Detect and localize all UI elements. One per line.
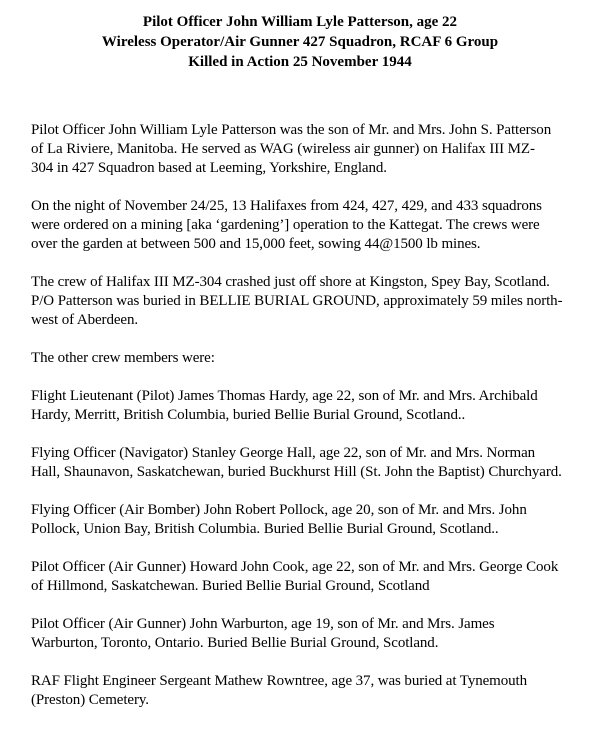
paragraph-crew-cook <box>31 558 587 596</box>
text-line: over the garden at between 500 and 15,000 feet, sowing 44@1500 lb mines. <box>31 236 481 252</box>
text-line: (Preston) Cemetery. <box>31 692 149 708</box>
text-line: Pilot Officer (Air Gunner) Howard John Cook, age 22, son of Mr. and Mrs. George Cook <box>31 559 559 575</box>
title-line-date: Killed in Action 25 November 1944 <box>188 54 412 70</box>
paragraph-crew-intro <box>31 349 587 368</box>
text-line: Flight Lieutenant (Pilot) James Thomas Hardy, age 22, son of Mr. and Mrs. Archibald <box>31 388 538 404</box>
text-line: of Hillmond, Saskatchewan. Buried Bellie Burial Ground, Scotland <box>31 578 430 594</box>
text-line: of La Riviere, Manitoba. He served as WAG (wireless air gunner) on Halifax III MZ- <box>31 141 535 157</box>
text-line: On the night of November 24/25, 13 Halifaxes from 424, 427, 429, and 433 squadrons <box>31 198 542 214</box>
document-body <box>31 121 587 729</box>
paragraph-crew-hall <box>31 444 587 482</box>
text-line: Warburton, Toronto, Ontario. Buried Bellie Burial Ground, Scotland. <box>31 635 439 651</box>
paragraph-operation <box>31 197 587 254</box>
title-line-role: Wireless Operator/Air Gunner 427 Squadron, RCAF 6 Group <box>101 34 499 50</box>
text-line: RAF Flight Engineer Sergeant Mathew Rowntree, age 37, was buried at Tynemouth <box>31 673 528 689</box>
text-line: Hardy, Merritt, British Columbia, buried Bellie Burial Ground, Scotland.. <box>31 407 466 423</box>
paragraph-crew-hardy <box>31 387 587 425</box>
text-line: were ordered on a mining [aka ‘gardening’] operation to the Kattegat. The crews were <box>31 217 540 233</box>
paragraph-crash <box>31 273 587 330</box>
text-line: The crew of Halifax III MZ-304 crashed just off shore at Kingston, Spey Bay, Scotland. <box>31 274 550 290</box>
text-line: west of Aberdeen. <box>31 312 139 328</box>
document-title <box>0 12 600 72</box>
text-line: 304 in 427 Squadron based at Leeming, Yorkshire, England. <box>31 160 387 176</box>
paragraph-crew-warburton <box>31 615 587 653</box>
paragraph-crew-pollock <box>31 501 587 539</box>
text-line: The other crew members were: <box>31 350 215 366</box>
text-line: Pollock, Union Bay, British Columbia. Buried Bellie Burial Ground, Scotland.. <box>31 521 499 537</box>
text-line: Flying Officer (Navigator) Stanley George Hall, age 22, son of Mr. and Mrs. Norman <box>31 445 536 461</box>
text-line: Hall, Shaunavon, Saskatchewan, buried Buckhurst Hill (St. John the Baptist) Churchyard. <box>31 464 562 480</box>
text-line: P/O Patterson was buried in BELLIE BURIAL GROUND, approximately 59 miles north- <box>31 293 563 309</box>
paragraph-biography <box>31 121 587 178</box>
paragraph-crew-rowntree <box>31 672 587 710</box>
text-line: Flying Officer (Air Bomber) John Robert Pollock, age 20, son of Mr. and Mrs. John <box>31 502 527 518</box>
text-line: Pilot Officer John William Lyle Patterson was the son of Mr. and Mrs. John S. Patterson <box>31 122 552 138</box>
text-line: Pilot Officer (Air Gunner) John Warburton, age 19, son of Mr. and Mrs. James <box>31 616 495 632</box>
title-line-name: Pilot Officer John William Lyle Patterson, age 22 <box>142 14 458 30</box>
